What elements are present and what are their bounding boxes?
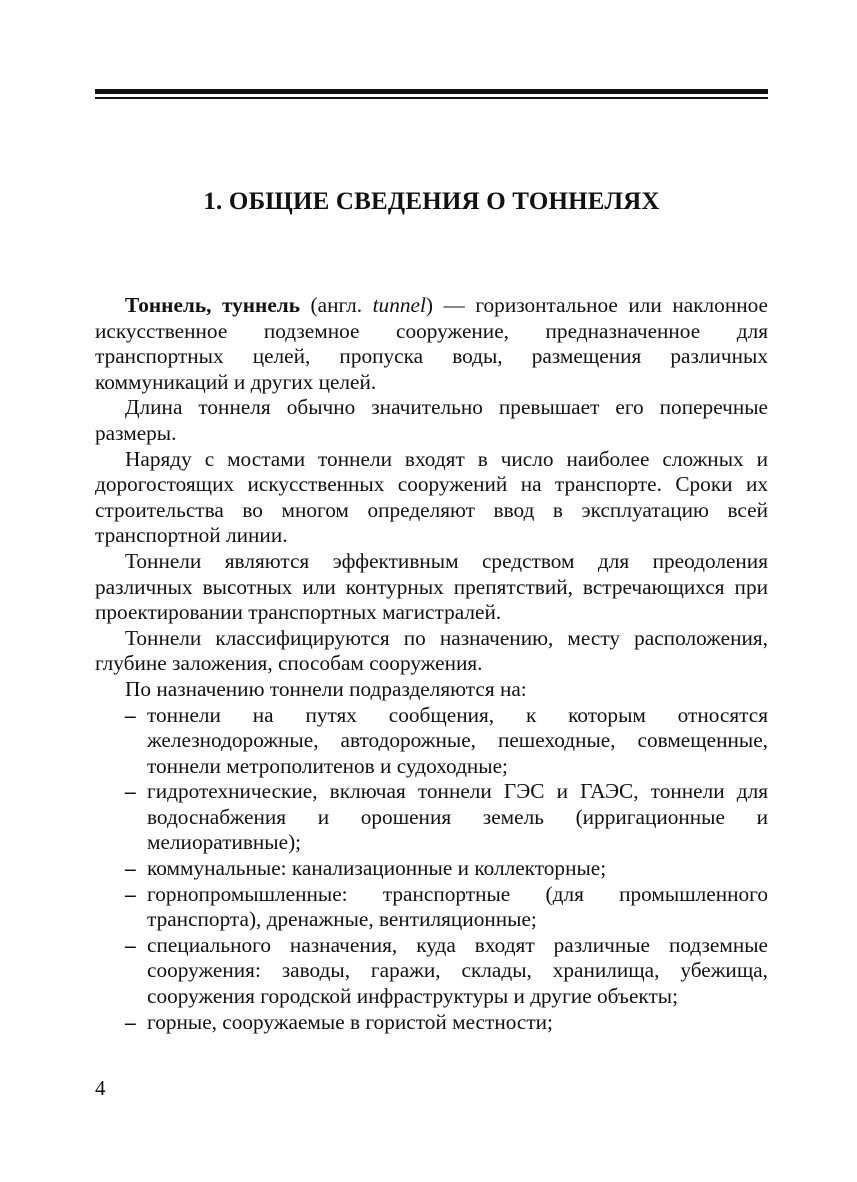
intro-rest: ) — горизонтальное или наклонное искусственное подземное сооружение, предназначенное для транспортных целей, пропуска воды, размещения различных коммуникаций и других целей. <box>95 293 768 394</box>
chapter-title: 1. ОБЩИЕ СВЕДЕНИЯ О ТОННЕЛЯХ <box>203 188 660 215</box>
header-rule-thin <box>95 97 768 99</box>
dash-marker: – <box>125 702 136 727</box>
dash-marker: – <box>125 881 136 906</box>
list-item-text: специального назначения, куда входят различные подземные сооружения: заводы, гаражи, склады, хранилища, убежища, сооружения городской инфраструктуры и другие объекты; <box>147 932 768 1009</box>
paragraph: Тоннели являются эффективным средством для преодоления различных высотных или контурных препятствий, встречающихся при проектировании транспортных магистралей. <box>95 548 768 625</box>
dash-marker: – <box>125 1009 136 1034</box>
list-item-text: горнопромышленные: транспортные (для промышленного транспорта), дренажные, вентиляционные; <box>147 881 768 932</box>
list-item <box>95 856 768 882</box>
list-item <box>95 1010 768 1036</box>
paragraph: Тоннели классифицируются по назначению, месту расположения, глубине заложения, способам сооружения. <box>95 625 768 676</box>
list-item <box>95 779 768 856</box>
english-term: tunnel <box>372 293 426 317</box>
list-item <box>95 882 768 933</box>
list-intro: По назначению тоннели подразделяются на: <box>125 676 527 701</box>
dash-marker: – <box>125 932 136 957</box>
list-item-text: коммунальные: канализационные и коллекторные; <box>147 856 607 881</box>
intro-paragraph <box>95 293 768 395</box>
paragraph: Наряду с мостами тоннели входят в число наиболее сложных и дорогостоящих искусственных сооружений на транспорте. Сроки их строительства во многом определяют ввод в эксплуатацию всей транспортной линии. <box>95 446 768 548</box>
purpose-list <box>95 703 768 1036</box>
term-definition: Тоннель, туннель <box>125 293 300 317</box>
dash-marker: – <box>125 779 136 804</box>
body-text <box>95 293 768 1035</box>
dash-marker: – <box>125 856 136 881</box>
list-item <box>95 933 768 1010</box>
list-item-text: горные, сооружаемые в гористой местности; <box>147 1009 553 1034</box>
intro-open: (англ. <box>300 293 373 317</box>
paragraph: Длина тоннеля обычно значительно превышает его поперечные размеры. <box>95 395 768 445</box>
header-rule-thick <box>95 89 768 94</box>
list-item-text: гидротехнические, включая тоннели ГЭС и ГАЭС, тоннели для водоснабжения и орошения земель (ирригационные и мелиоративные); <box>147 779 768 855</box>
list-item-text: тоннели на путях сообщения, к которым относятся железнодорожные, автодорожные, пешеходные, совмещенные, тоннели метрополитенов и судоходные; <box>147 702 768 778</box>
list-item <box>95 703 768 780</box>
page-number: 4 <box>95 1076 106 1100</box>
